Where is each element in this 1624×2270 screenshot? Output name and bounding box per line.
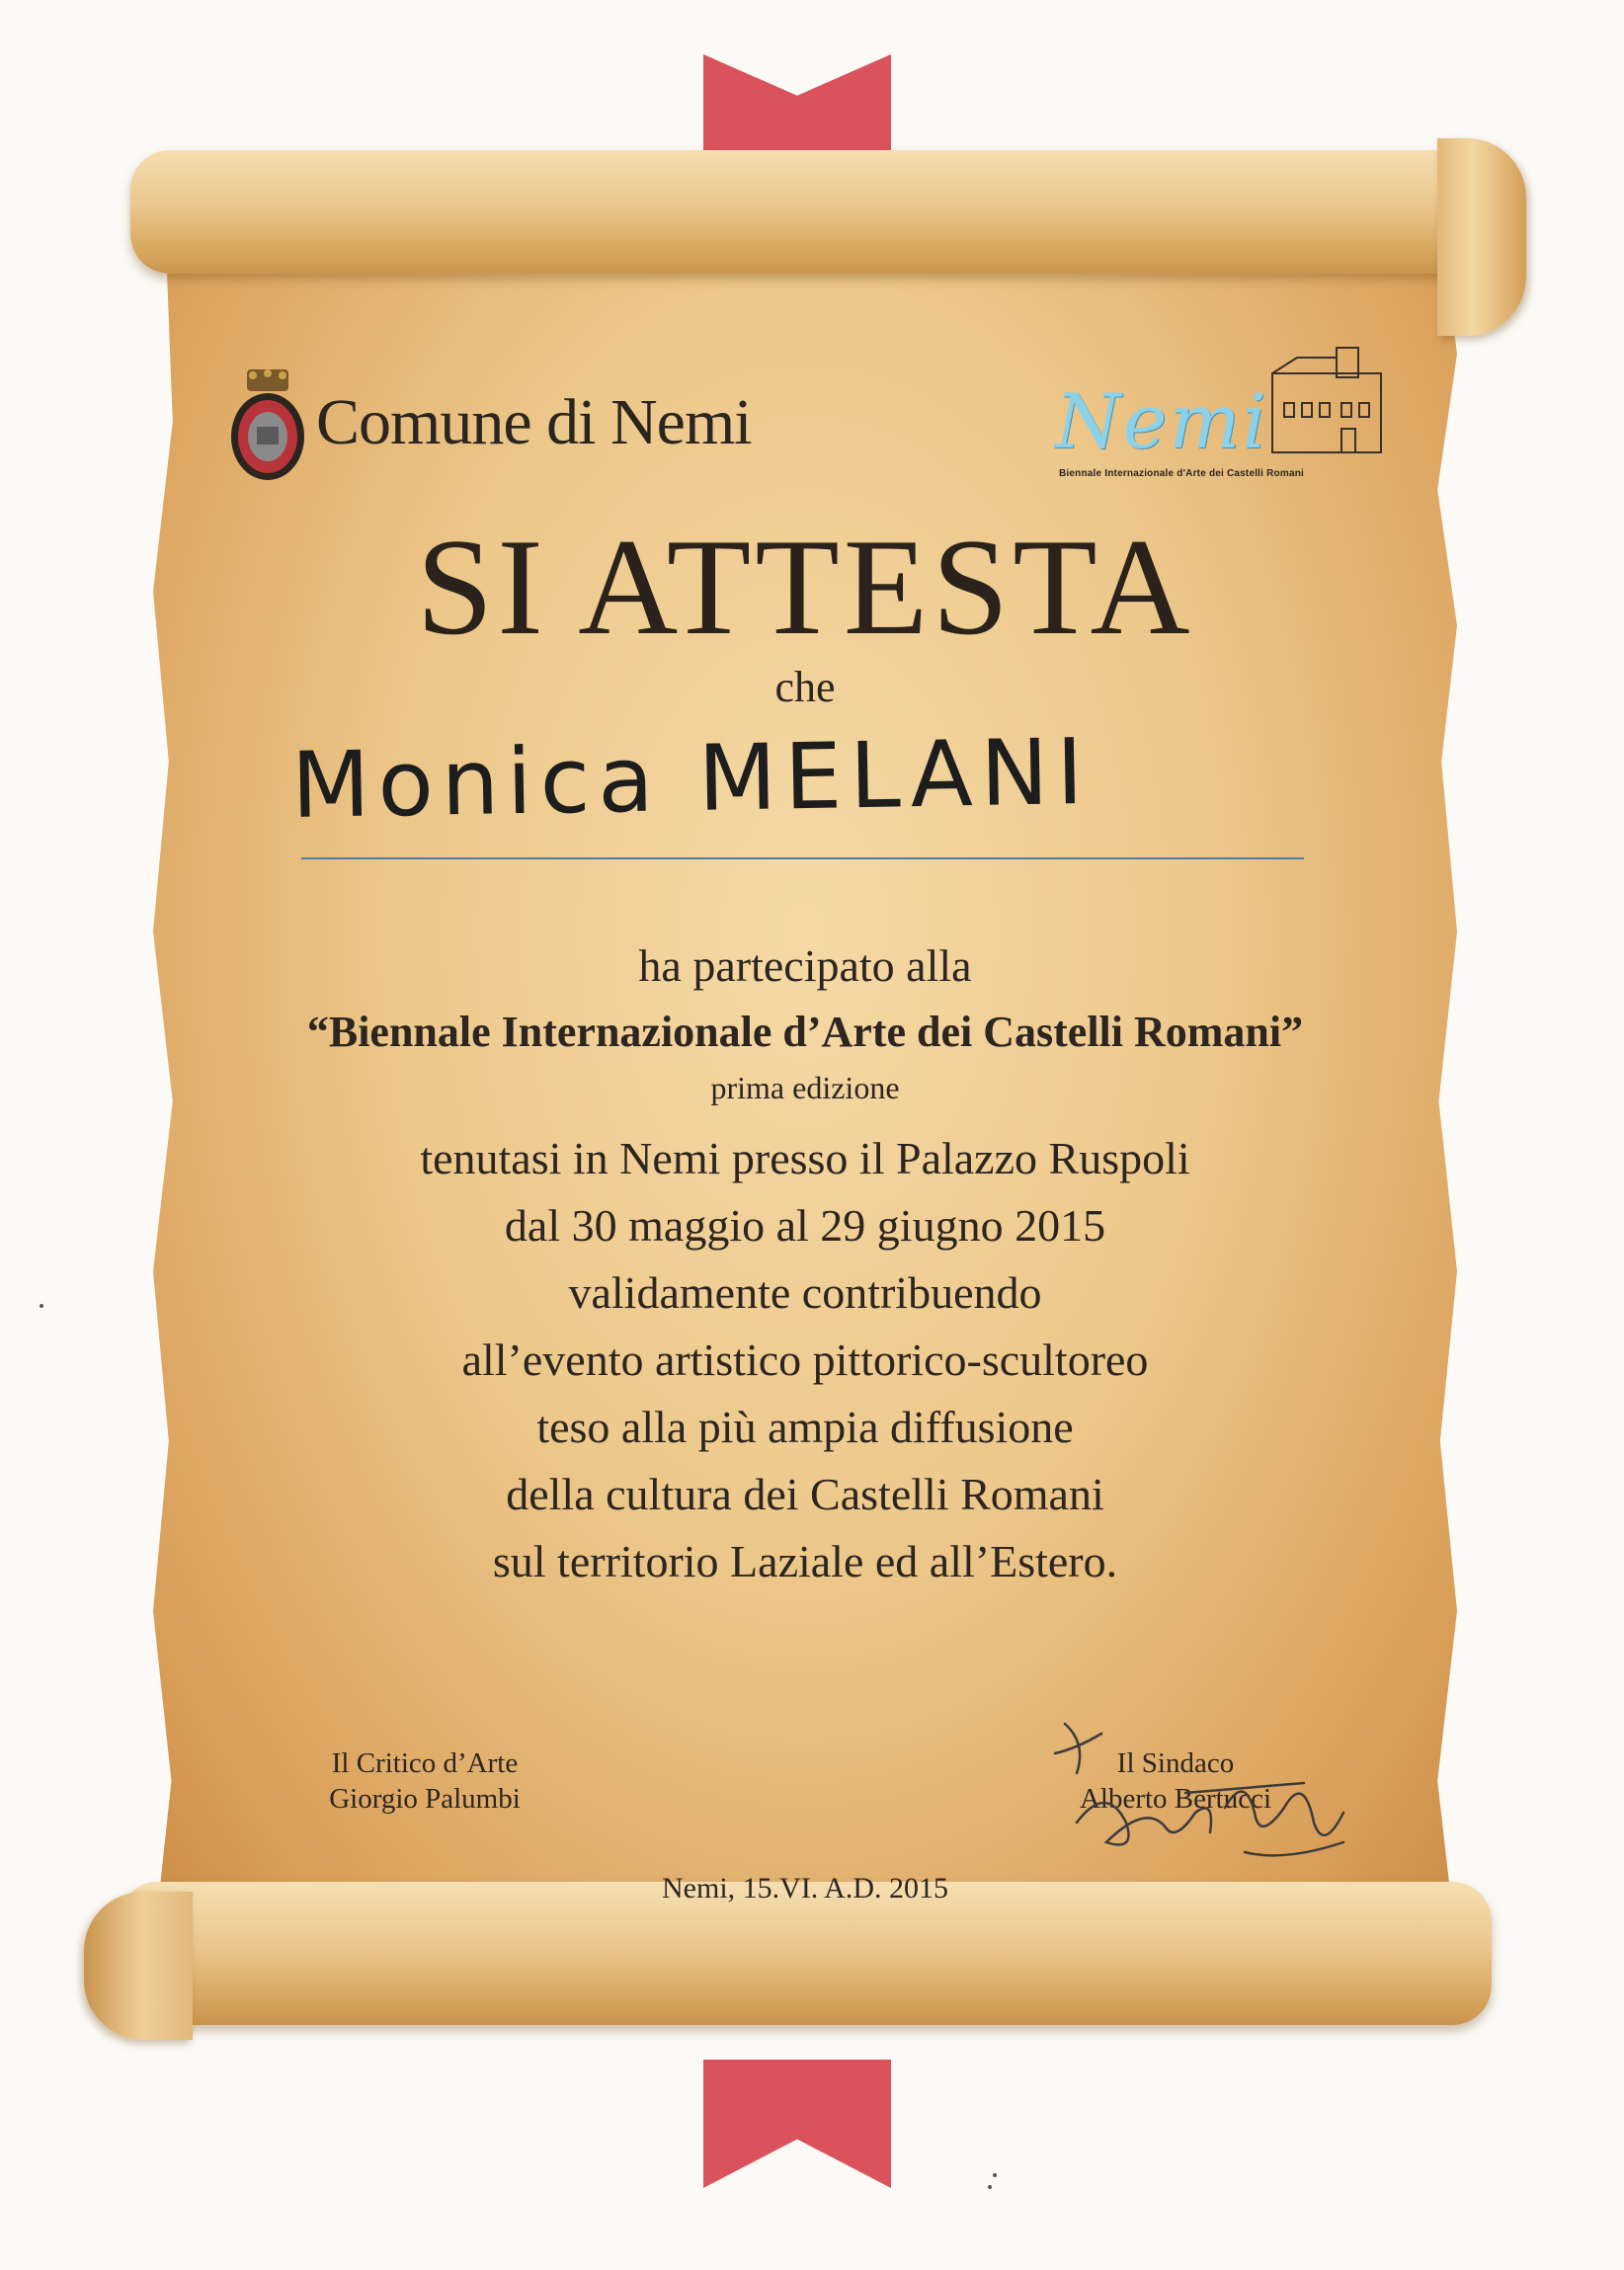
critic-role: Il Critico d’Arte	[331, 1747, 519, 1779]
event-name: “Biennale Internazionale d’Arte dei Castelli Romani”	[306, 1008, 1304, 1056]
scan-speck	[993, 2173, 997, 2177]
top-ribbon	[703, 54, 891, 163]
biennale-logo-word: Nemi	[1055, 377, 1268, 465]
bottom-scroll-roll-end	[84, 1892, 193, 2040]
body-line: validamente contribuendo	[568, 1267, 1042, 1318]
mayor-role: Il Sindaco	[1116, 1747, 1235, 1779]
municipal-crest-icon	[229, 367, 306, 484]
scan-speck	[988, 2185, 992, 2189]
bottom-ribbon	[703, 2060, 891, 2188]
connector-text: che	[774, 663, 836, 711]
body-line: teso alla più ampia diffusione	[536, 1402, 1074, 1452]
mayor-handwritten-signature	[1047, 1714, 1363, 1882]
body-line: della cultura dei Castelli Romani	[506, 1469, 1104, 1519]
mayor-name: Alberto Bertucci	[1079, 1783, 1272, 1816]
top-scroll-roll	[130, 150, 1503, 274]
edition-text: prima edizione	[710, 1070, 900, 1105]
critic-name: Giorgio Palumbi	[329, 1783, 521, 1816]
issue-date: Nemi, 15.VI. A.D. 2015	[662, 1872, 948, 1905]
certificate-title: SI ATTESTA	[416, 511, 1194, 664]
name-underline	[301, 857, 1304, 859]
top-scroll-roll-end	[1437, 138, 1526, 336]
body-line: tenutasi in Nemi presso il Palazzo Ruspoli	[420, 1133, 1190, 1183]
body-line: dal 30 maggio al 29 giugno 2015	[504, 1200, 1106, 1251]
municipality-title: Comune di Nemi	[316, 386, 752, 458]
recipient-name: Monica MELANI	[290, 718, 1093, 840]
body-line: all’evento artistico pittorico-scultoreo	[461, 1335, 1149, 1385]
biennale-logo-tagline: Biennale Internazionale d'Arte dei Castelli Romani	[1059, 468, 1304, 479]
body-line: sul territorio Laziale ed all’Estero.	[492, 1536, 1118, 1586]
participation-text: ha partecipato alla	[638, 940, 972, 991]
scan-speck	[40, 1304, 43, 1308]
critic-signature-block	[286, 1745, 563, 1818]
